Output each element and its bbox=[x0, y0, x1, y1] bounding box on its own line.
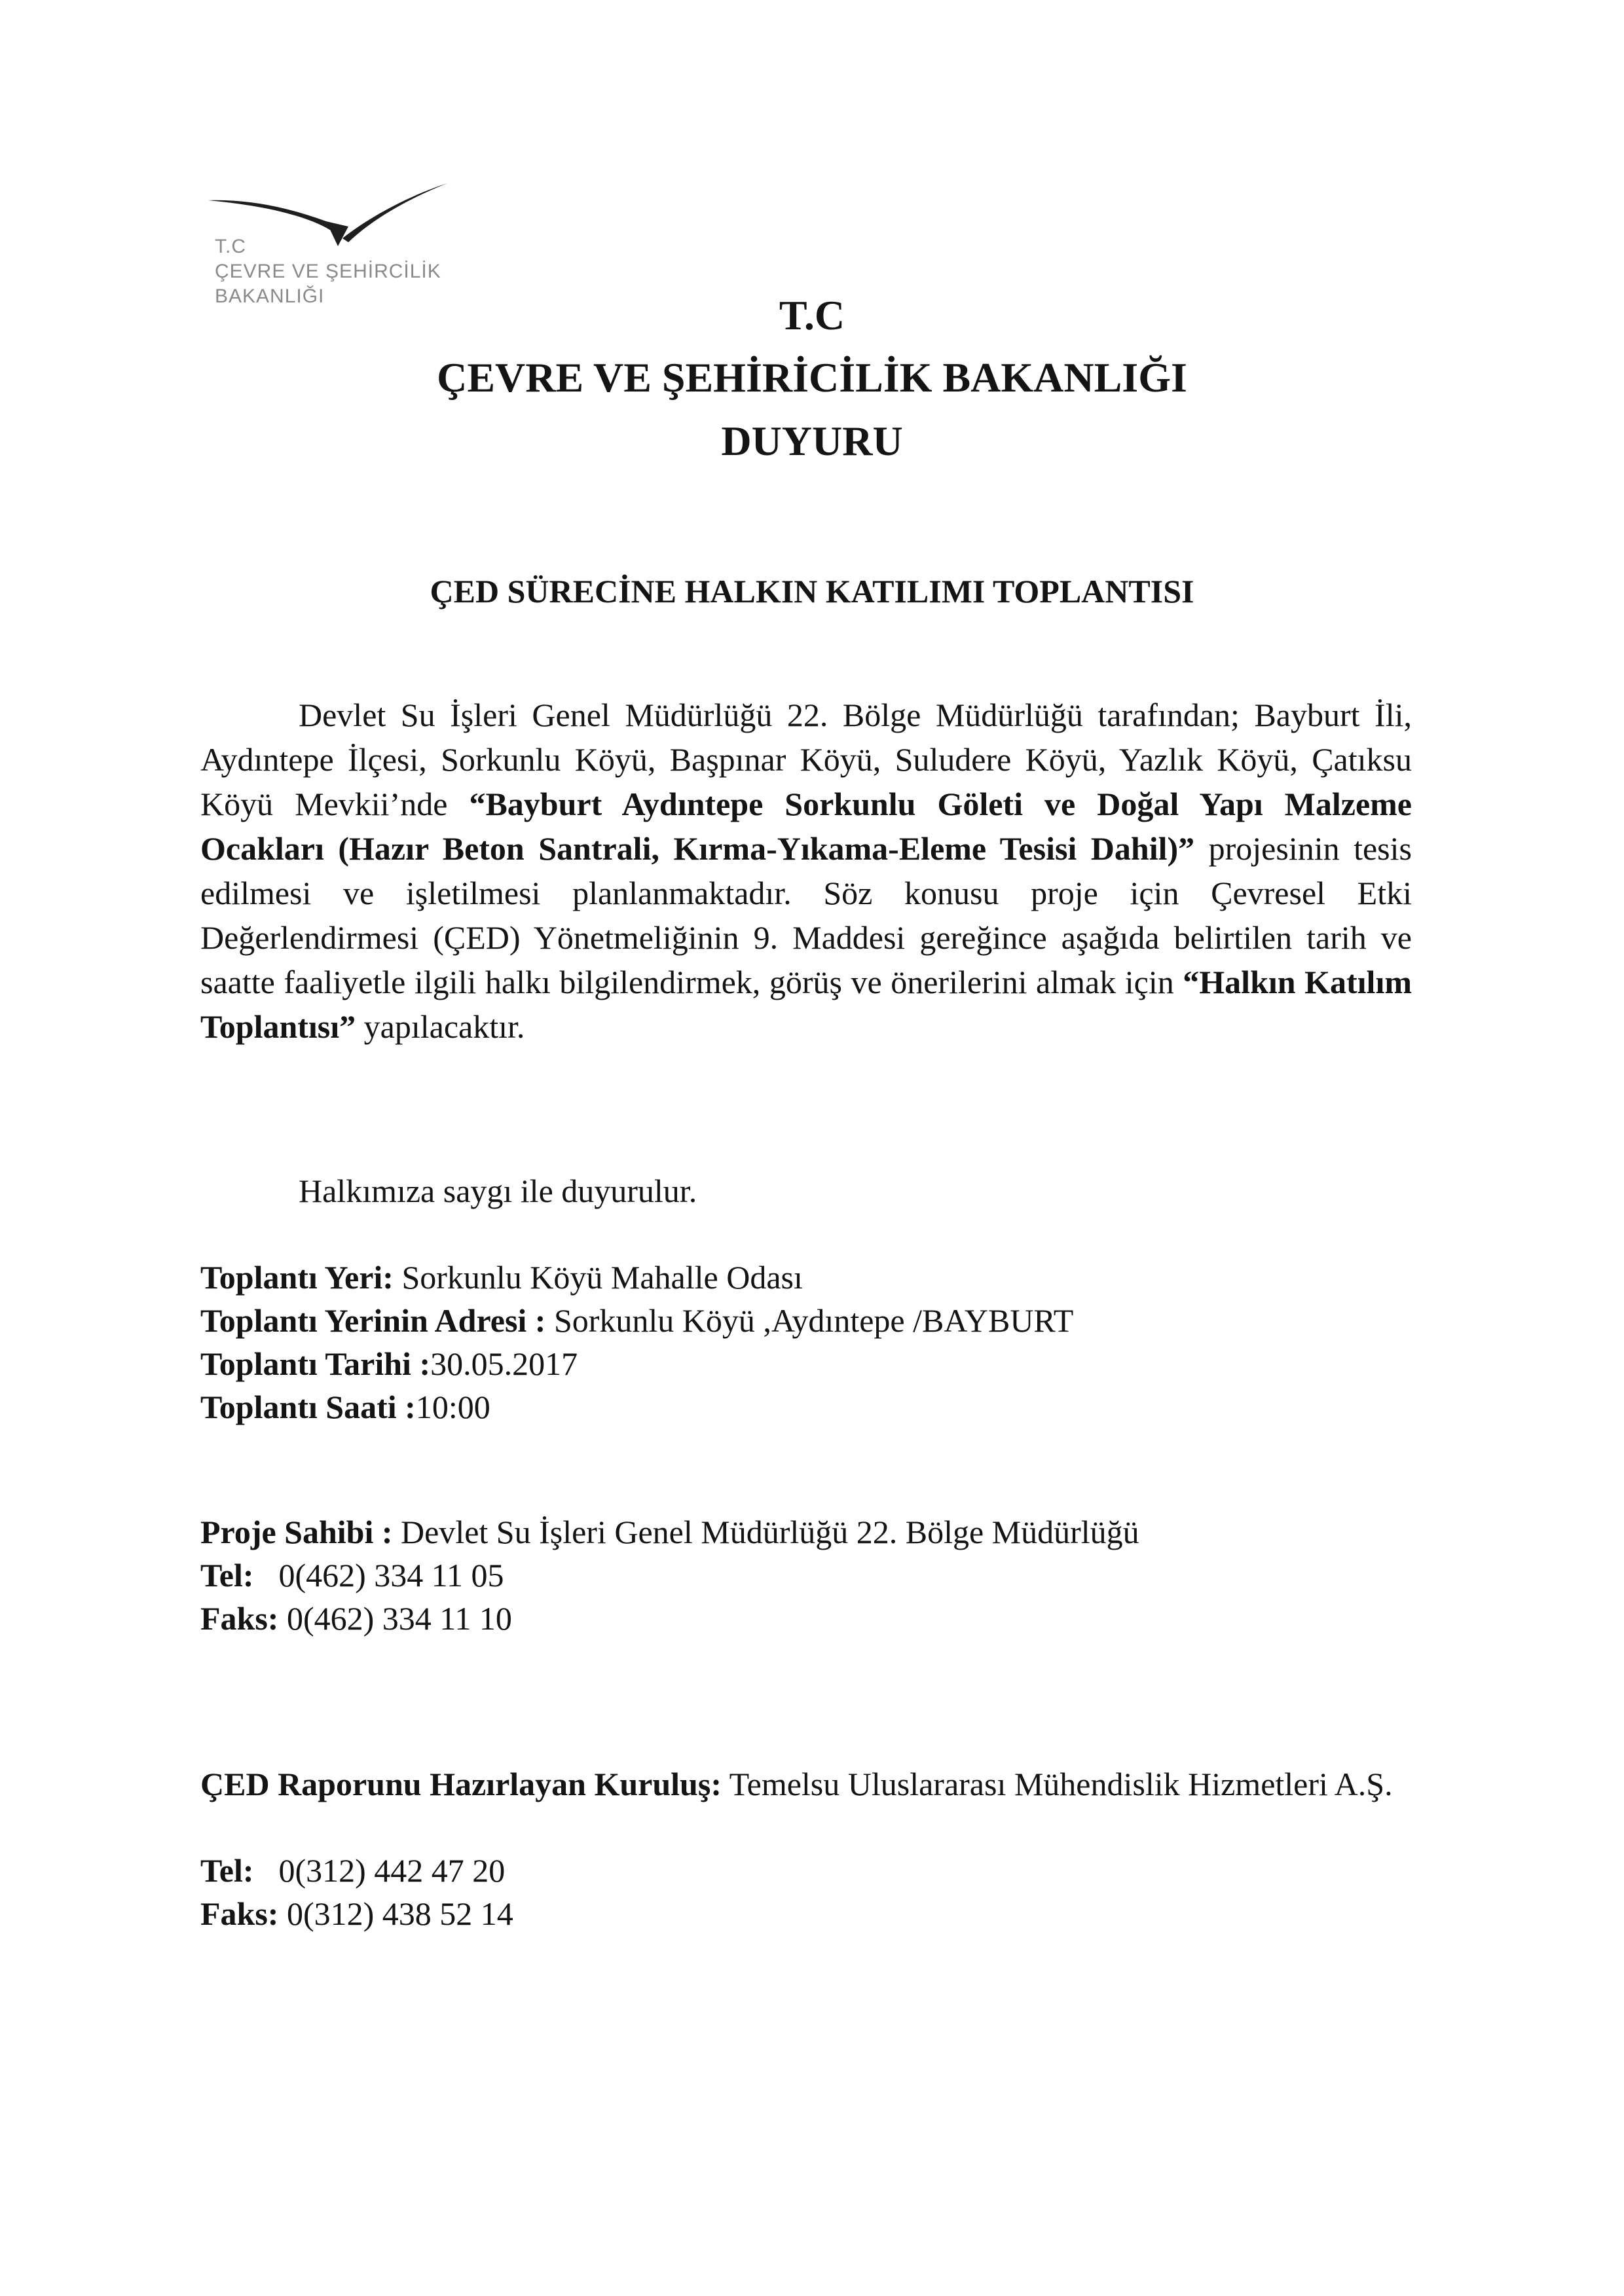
announcement-text-part-2: projesinin tesis edilmesi ve işletilmesi planlanmaktadır. Söz konusu proje için Çevresel Etki Değerlendirmesi (ÇED) Yönetmeliğinin 9. Maddesi gereğince aşağıda belirtilen tarih ve saatte faaliyetle ilgili halkı bilgilendirmek, görüş ve önerilerini almak için bbox=[200, 830, 1412, 1000]
project-owner bbox=[200, 1510, 1139, 1554]
meeting-date bbox=[200, 1342, 578, 1385]
report-preparer-tel-value: 0(312) 442 47 20 bbox=[278, 1852, 506, 1889]
meeting-time-label: Toplantı Saati : bbox=[200, 1389, 416, 1425]
project-owner-tel bbox=[200, 1554, 504, 1597]
announcement-text-part-1: Devlet Su İşleri Genel Müdürlüğü 22. Bölge Müdürlüğü tarafından; Bayburt İli, Aydıntepe İlçesi, Sorkunlu Köyü, Başpınar Köyü, Suludere Köyü, Yazlık Köyü, Çatıksu Köyü Mevkii’nde bbox=[200, 697, 1412, 822]
meeting-place-label: Toplantı Yeri: bbox=[200, 1259, 394, 1296]
project-owner-value: Devlet Su İşleri Genel Müdürlüğü 22. Bölge Müdürlüğü bbox=[392, 1514, 1139, 1550]
logo-line-3: BAKANLIĞI bbox=[215, 285, 325, 307]
header-subtitle: ÇED SÜRECİNE HALKIN KATILIMI TOPLANTISI bbox=[430, 573, 1194, 610]
project-owner-fax-label: Faks: bbox=[200, 1600, 279, 1637]
meeting-address bbox=[200, 1299, 1073, 1342]
report-preparer-fax-label: Faks: bbox=[200, 1895, 279, 1932]
logo-line-1: T.C bbox=[215, 236, 246, 257]
header-announcement: DUYURU bbox=[721, 418, 903, 464]
meeting-date-label: Toplantı Tarihi : bbox=[200, 1345, 431, 1382]
meeting-address-value: Sorkunlu Köyü ,Aydıntepe /BAYBURT bbox=[545, 1302, 1074, 1339]
report-preparer-tel bbox=[200, 1849, 505, 1892]
greeting: Halkımıza saygı ile duyurulur. bbox=[299, 1173, 697, 1209]
report-preparer bbox=[200, 1762, 1412, 1806]
report-preparer-fax-value: 0(312) 438 52 14 bbox=[278, 1895, 513, 1932]
project-owner-fax-value: 0(462) 334 11 10 bbox=[278, 1600, 512, 1637]
header-tc: T.C bbox=[779, 292, 845, 338]
project-owner-tel-value: 0(462) 334 11 05 bbox=[278, 1557, 504, 1594]
meeting-time-value: 10:00 bbox=[415, 1389, 490, 1425]
announcement-paragraph bbox=[200, 693, 1412, 1049]
project-owner-fax bbox=[200, 1597, 512, 1640]
meeting-address-label: Toplantı Yerinin Adresi : bbox=[200, 1302, 546, 1339]
project-owner-label: Proje Sahibi : bbox=[200, 1514, 393, 1550]
report-preparer-tel-label: Tel: bbox=[200, 1852, 254, 1889]
project-name: “Bayburt Aydıntepe Sorkunlu Göleti ve Doğal Yapı Malzeme Ocakları (Hazır Beton Santrali, Kırma-Yıkama-Eleme Tesisi Dahil)” bbox=[200, 786, 1412, 867]
meeting-place-value: Sorkunlu Köyü Mahalle Odası bbox=[393, 1259, 803, 1296]
meeting-name: “Halkın Katılım Toplantısı” bbox=[200, 964, 1412, 1045]
logo-line-2: ÇEVRE VE ŞEHİRCİLİK bbox=[215, 261, 441, 282]
report-preparer-label: ÇED Raporunu Hazırlayan Kuruluş: bbox=[200, 1766, 722, 1802]
report-preparer-value: Temelsu Uluslararası Mühendislik Hizmetleri A.Ş. bbox=[721, 1766, 1393, 1802]
header-ministry: ÇEVRE VE ŞEHİRİCİLİK BAKANLIĞI bbox=[437, 354, 1187, 401]
project-owner-tel-label: Tel: bbox=[200, 1557, 254, 1594]
report-preparer-fax bbox=[200, 1892, 513, 1935]
announcement-text-part-3: yapılacaktır. bbox=[356, 1008, 525, 1045]
meeting-time bbox=[200, 1385, 490, 1429]
meeting-place bbox=[200, 1256, 803, 1299]
meeting-date-value: 30.05.2017 bbox=[430, 1345, 578, 1382]
